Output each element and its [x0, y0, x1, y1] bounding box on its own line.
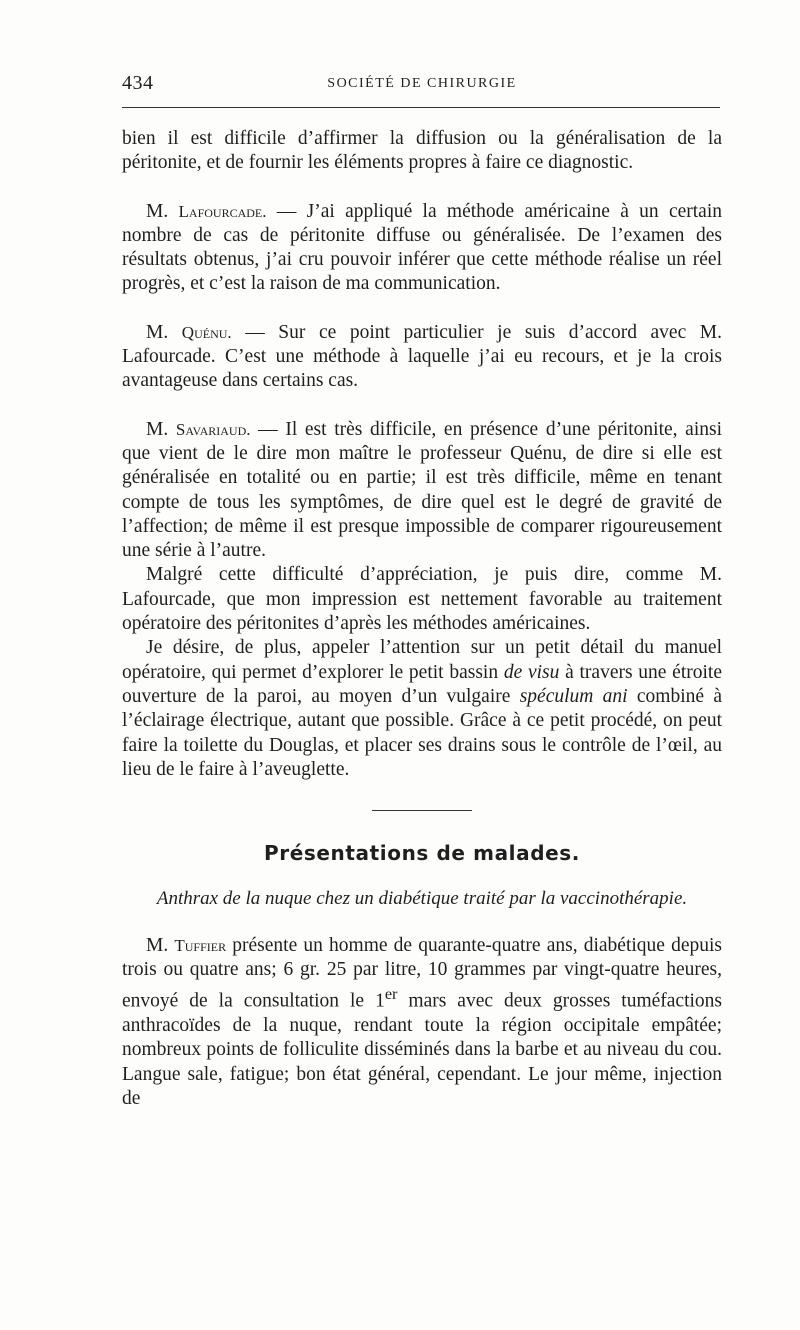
- section-divider: [372, 810, 472, 811]
- paragraph-text: — J’ai appliqué la méthode américaine à un certain nombre de cas de péritonite diffuse ou généralisée. De l’examen des résultats obtenus, j’ai cru pouvoir inférer que cette méthode réalise un réel progrès, et c’est la raison de ma communication.: [122, 200, 722, 295]
- paragraph-lafourcade: [122, 200, 722, 297]
- speaker-name: Savariaud.: [175, 419, 251, 439]
- speaker-prefix: M.: [146, 200, 169, 222]
- speaker-prefix: M.: [146, 418, 169, 440]
- speaker-prefix: M.: [146, 321, 169, 343]
- page-number: 434: [122, 72, 154, 94]
- paragraph-text: — Sur ce point particulier je suis d’accord avec M. Lafourcade. C’est une méthode à laquelle j’ai eu recours, et je la crois avantageuse dans certains cas.: [122, 321, 723, 392]
- paragraph-text: combiné à l’éclairage électrique, autant que possible. Grâce à ce petit procédé, on peut faire la toilette du Douglas, et placer ses drains sous le contrôle de l’œil, au lieu de le faire à l’aveuglette.: [122, 685, 722, 780]
- superscript: er: [384, 985, 398, 1004]
- section-title: Présentations de malades.: [263, 841, 581, 866]
- paragraph-text: mars avec deux grosses tuméfactions anthracoïdes de la nuque, rendant toute la région occipitale empâtée; nombreux points de folliculite disséminés dans la barbe et au niveau du cou. Langue sale, fatigue; bon état général, cependant. Le jour même, injection de: [122, 990, 722, 1109]
- section-subtitle: Anthrax de la nuque chez un diabétique traité par la vaccinothérapie.: [156, 888, 688, 910]
- paragraph-continuation: bien il est difficile d’affirmer la diffusion ou la généralisation de la péritonite, et de fournir les éléments propres à faire ce diagnostic.: [122, 128, 722, 174]
- paragraph-je-desire: [122, 636, 722, 782]
- speaker-name: Quénu.: [181, 322, 232, 342]
- italic-phrase: spéculum ani: [519, 685, 628, 707]
- body-text: [122, 127, 722, 1111]
- speaker-name: Lafourcade.: [178, 201, 267, 221]
- page-header: [122, 70, 722, 100]
- paragraph-malgre: Malgré cette difficulté d’appréciation, je puis dire, comme M. Lafourcade, que mon impression est nettement favorable au traitement opératoire des péritonites d’après les méthodes américaines.: [122, 564, 722, 635]
- paragraph-tuffier: [122, 934, 722, 1112]
- paragraph-savariaud: [122, 418, 722, 564]
- header-rule: [122, 107, 720, 108]
- paragraph-text: à travers une étroite ouverture de la paroi, au moyen d’un vulgaire: [122, 661, 722, 707]
- speaker-prefix: M.: [146, 934, 169, 956]
- paragraph-text: — Il est très difficile, en présence d’une péritonite, ainsi que vient de le dire mon maître le professeur Quénu, de dire si elle est généralisée en totalité ou en partie; il est très difficile, même en tenant compte de tous les symptômes, de dire quel est le degré de gravité de l’affection; de même il est presque impossible de comparer rigoureusement une série à l’autre.: [122, 418, 723, 562]
- paragraph-quenu: [122, 321, 722, 394]
- paragraph-text: Je désire, de plus, appeler l’attention sur un petit détail du manuel opératoire, qui permet d’explorer le petit bassin: [122, 637, 722, 683]
- running-head: SOCIÉTÉ DE CHIRURGIE: [327, 76, 517, 91]
- paragraph-text: présente un homme de quarante-quatre ans, diabétique depuis trois ou quatre ans; 6 gr. 25 par litre, 10 grammes par vingt-quatre heures, envoyé de la consultation le 1: [122, 934, 723, 1012]
- italic-phrase: de visu: [503, 661, 560, 683]
- speaker-name: Tuffier: [174, 935, 227, 955]
